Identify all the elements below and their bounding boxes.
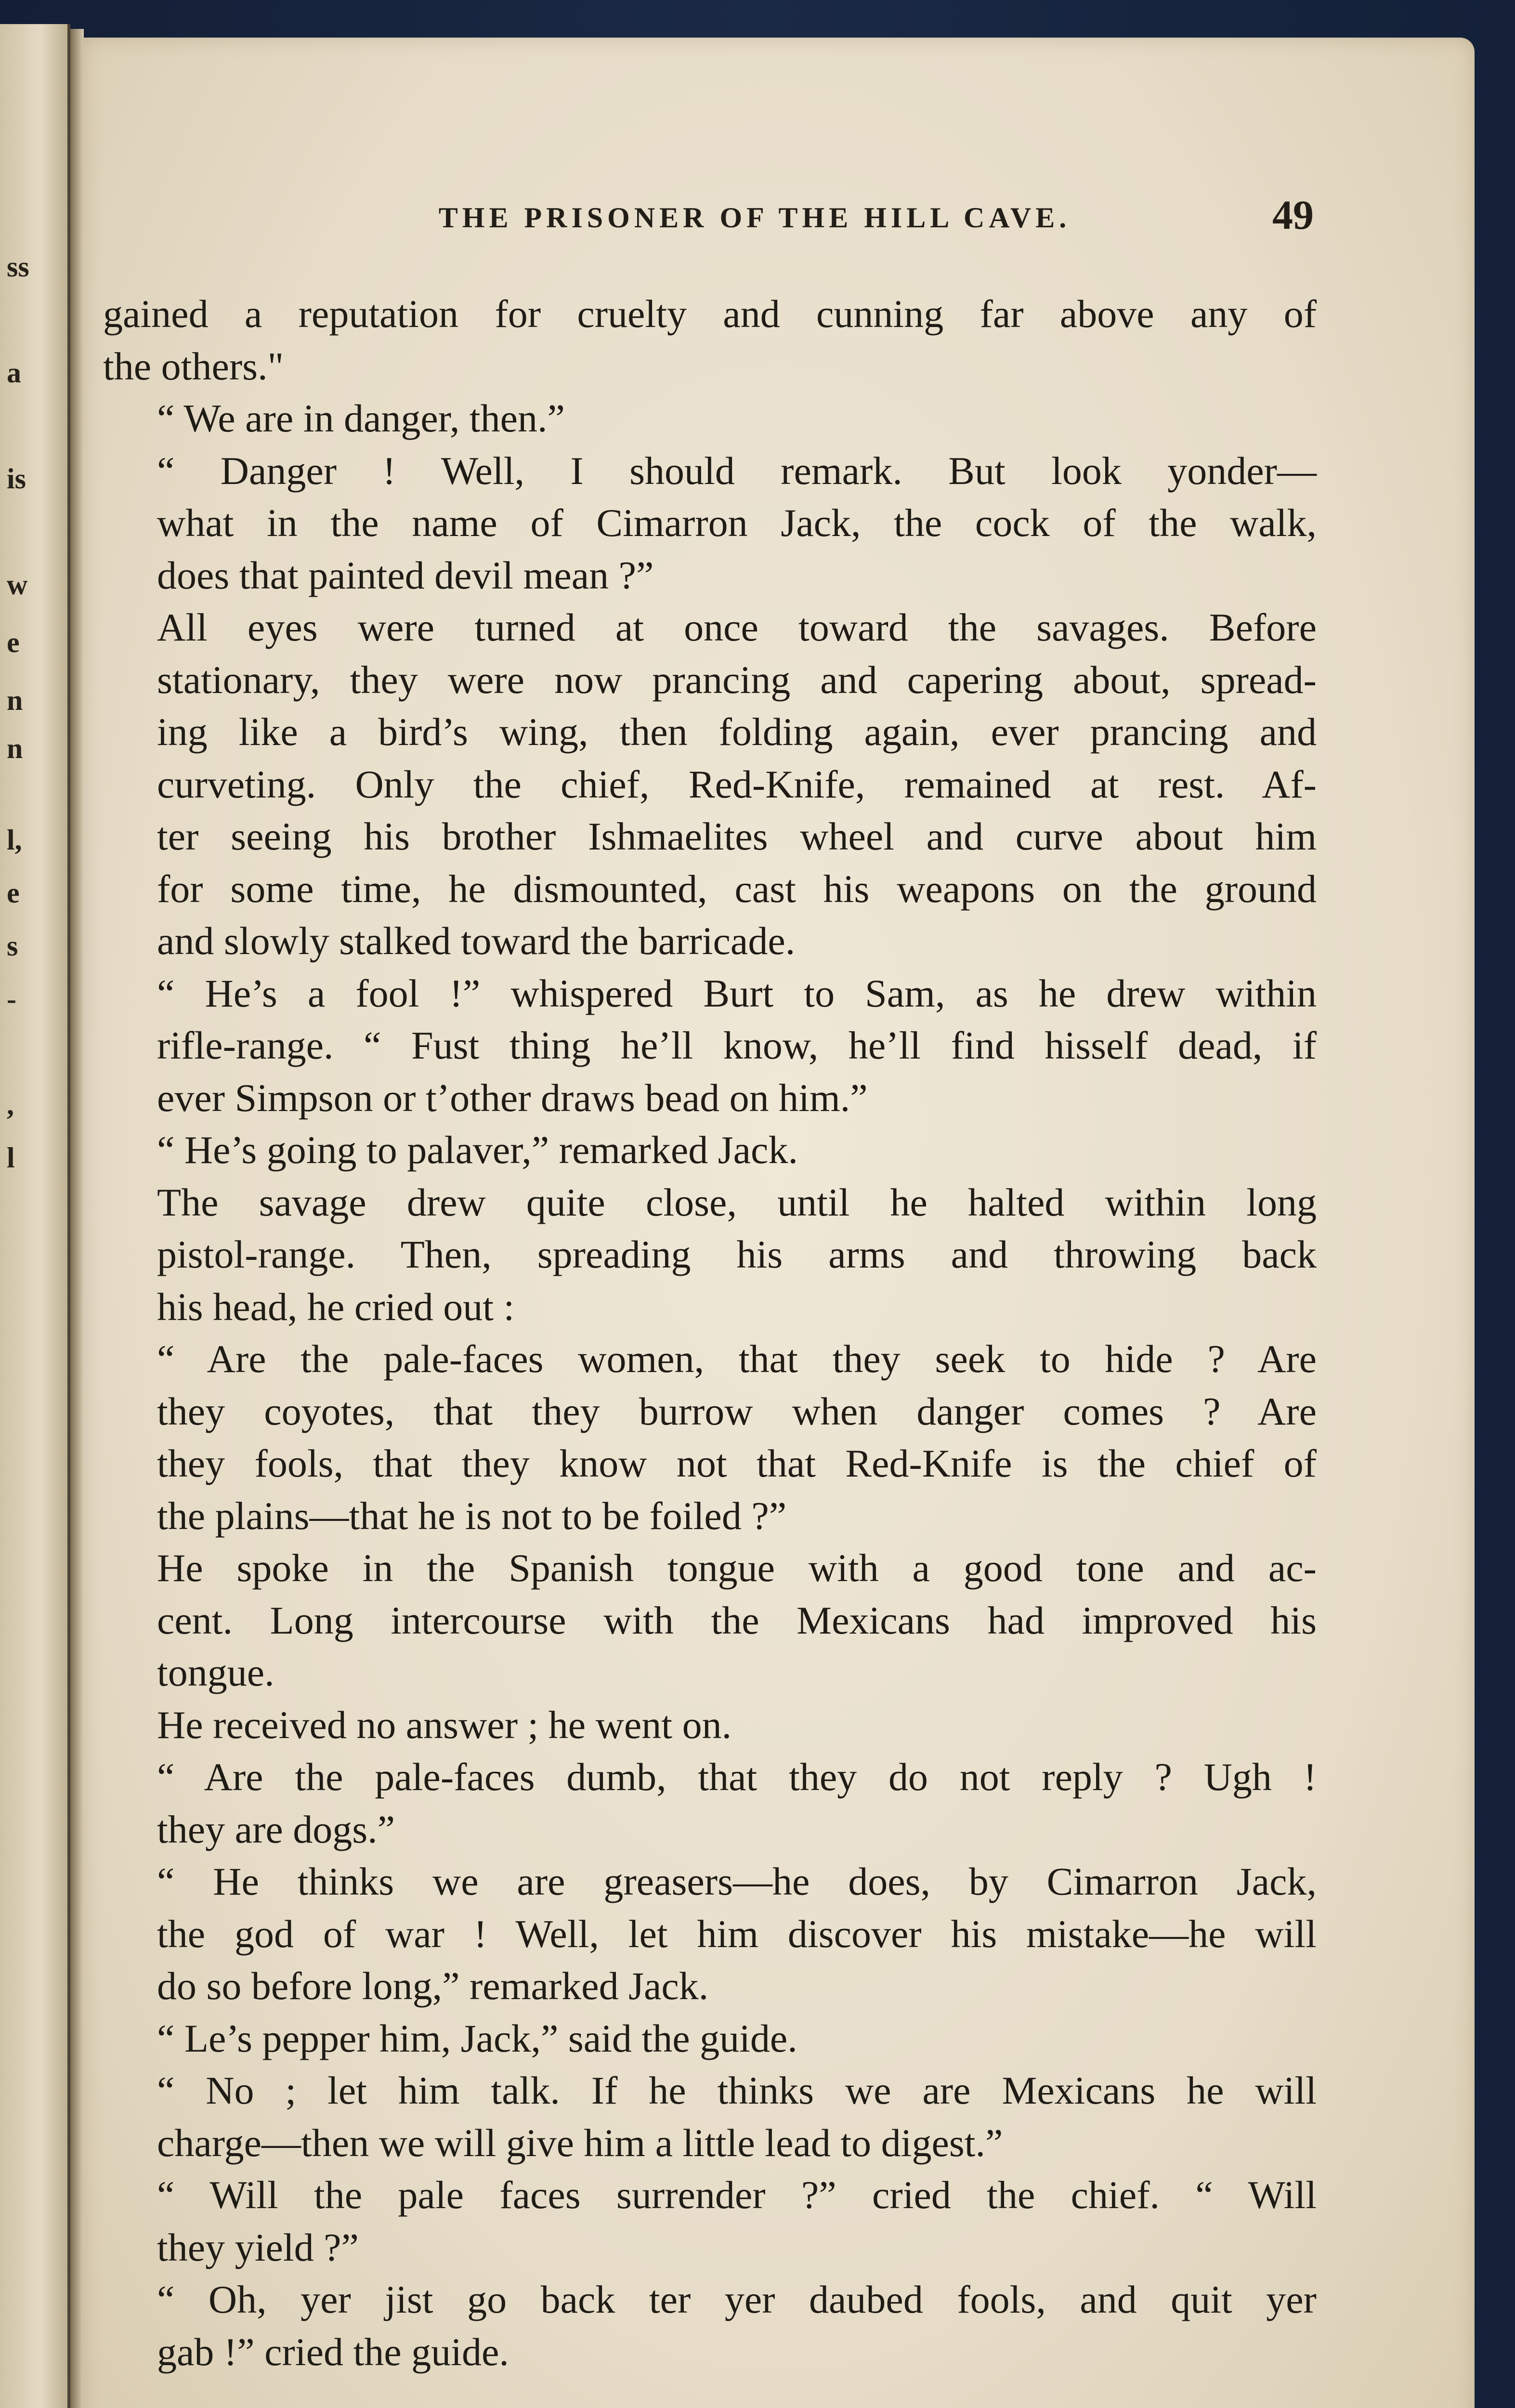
text-line: “ Are the pale-faces dumb, that they do not reply ? Ugh !	[157, 1755, 1317, 1799]
paragraph	[103, 968, 1317, 1125]
text-line: “ He’s going to palaver,” remarked Jack.	[157, 1128, 798, 1172]
facing-page-fragment: n	[7, 733, 23, 764]
text-line: “ He thinks we are greasers—he does, by Cimarron Jack,	[157, 1859, 1317, 1903]
page-number: 49	[1272, 192, 1314, 238]
paragraph	[103, 1751, 1317, 1856]
paragraph	[103, 1699, 1317, 1752]
text-line: they fools, that they know not that Red-Knife is the chief of	[157, 1441, 1317, 1485]
text-line: ter seeing his brother Ishmaelites wheel and curve about him	[157, 814, 1317, 858]
paragraph	[103, 288, 1317, 393]
text-line: “ Will the pale faces surrender ?” cried the chief. “ Will	[157, 2173, 1317, 2217]
facing-page-fragment: ss	[7, 251, 29, 283]
text-line: do so before long,” remarked Jack.	[157, 1964, 709, 2008]
text-line: He spoke in the Spanish tongue with a good tone and ac-	[157, 1546, 1317, 1590]
text-line: The savage drew quite close, until he halted within long	[157, 1180, 1317, 1224]
facing-page-fragment: s	[7, 930, 18, 962]
paragraph	[103, 1333, 1317, 1542]
text-line: his head, he cried out :	[157, 1284, 515, 1329]
text-line: rifle-range. “ Fust thing he’ll know, he’ll find hisself dead, if	[157, 1023, 1317, 1067]
paragraph	[103, 445, 1317, 602]
facing-page-fragment: l	[7, 1142, 15, 1174]
book-gutter	[70, 29, 84, 2408]
text-line: they coyotes, that they burrow when danger comes ? Are	[157, 1389, 1317, 1433]
paragraph	[103, 2169, 1317, 2274]
text-line: and slowly stalked toward the barricade.	[157, 919, 796, 963]
text-line: He received no answer ; he went on.	[157, 1702, 732, 1747]
text-line: does that painted devil mean ?”	[157, 553, 654, 597]
text-line: cent. Long intercourse with the Mexicans had improved his	[157, 1598, 1317, 1642]
running-head: THE PRISONER OF THE HILL CAVE.	[438, 202, 1071, 234]
text-line: charge—then we will give him a little lead to digest.”	[157, 2120, 1003, 2165]
facing-page-fragment: e	[7, 627, 20, 658]
text-line: “ Le’s pepper him, Jack,” said the guide.	[157, 2016, 797, 2060]
facing-page-fragment: -	[7, 983, 16, 1015]
paragraph	[103, 1177, 1317, 1334]
facing-page-fragment: is	[7, 463, 26, 495]
book-page	[83, 38, 1475, 2408]
paragraph	[103, 2013, 1317, 2065]
text-line: “ No ; let him talk. If he thinks we are Mexicans he will	[157, 2068, 1317, 2112]
text-line: the others."	[103, 344, 284, 388]
text-line: “ Are the pale-faces women, that they seek to hide ? Are	[157, 1337, 1317, 1381]
text-line: pistol-range. Then, spreading his arms and throwing back	[157, 1232, 1317, 1276]
text-line: All eyes were turned at once toward the savages. Before	[157, 605, 1317, 649]
text-line: the god of war ! Well, let him discover his mistake—he will	[157, 1911, 1317, 1956]
text-line: stationary, they were now prancing and capering about, spread-	[157, 657, 1317, 702]
facing-page-fragment: ,	[7, 1089, 14, 1121]
facing-page-fragment: e	[7, 877, 20, 909]
text-line: “ Oh, yer jist go back ter yer daubed fools, and quit yer	[157, 2277, 1317, 2321]
paragraph	[103, 393, 1317, 445]
text-line: the plains—that he is not to be foiled ?”	[157, 1493, 787, 1538]
text-line: tongue.	[157, 1650, 274, 1694]
text-line: gab !” cried the guide.	[157, 2329, 509, 2374]
facing-page-fragment: n	[7, 684, 23, 716]
facing-page-fragment: a	[7, 357, 21, 389]
facing-page-edge	[0, 24, 70, 2408]
paragraph	[103, 1124, 1317, 1177]
text-line: they are dogs.”	[157, 1807, 395, 1851]
paragraph	[103, 2274, 1317, 2378]
paragraph	[103, 2065, 1317, 2169]
text-line: gained a reputation for cruelty and cunning far above any of	[103, 292, 1317, 336]
text-line: what in the name of Cimarron Jack, the cock of the walk,	[157, 501, 1317, 545]
text-line: “ Danger ! Well, I should remark. But look yonder—	[157, 448, 1317, 493]
text-line: curveting. Only the chief, Red-Knife, remained at rest. Af-	[157, 762, 1317, 806]
facing-page-fragment: l,	[7, 824, 22, 856]
text-line: they yield ?”	[157, 2225, 359, 2269]
body-text	[103, 288, 1317, 2378]
text-line: ever Simpson or t’other draws bead on him.”	[157, 1075, 868, 1120]
paragraph	[103, 1856, 1317, 2013]
text-line: ing like a bird’s wing, then folding again, ever prancing and	[157, 710, 1317, 754]
paragraph	[103, 602, 1317, 968]
text-line: “ We are in danger, then.”	[157, 396, 565, 440]
paragraph	[103, 1542, 1317, 1699]
text-line: for some time, he dismounted, cast his weapons on the ground	[157, 866, 1317, 911]
text-line: “ He’s a fool !” whispered Burt to Sam, as he drew within	[157, 971, 1317, 1015]
facing-page-fragment: w	[7, 569, 28, 601]
